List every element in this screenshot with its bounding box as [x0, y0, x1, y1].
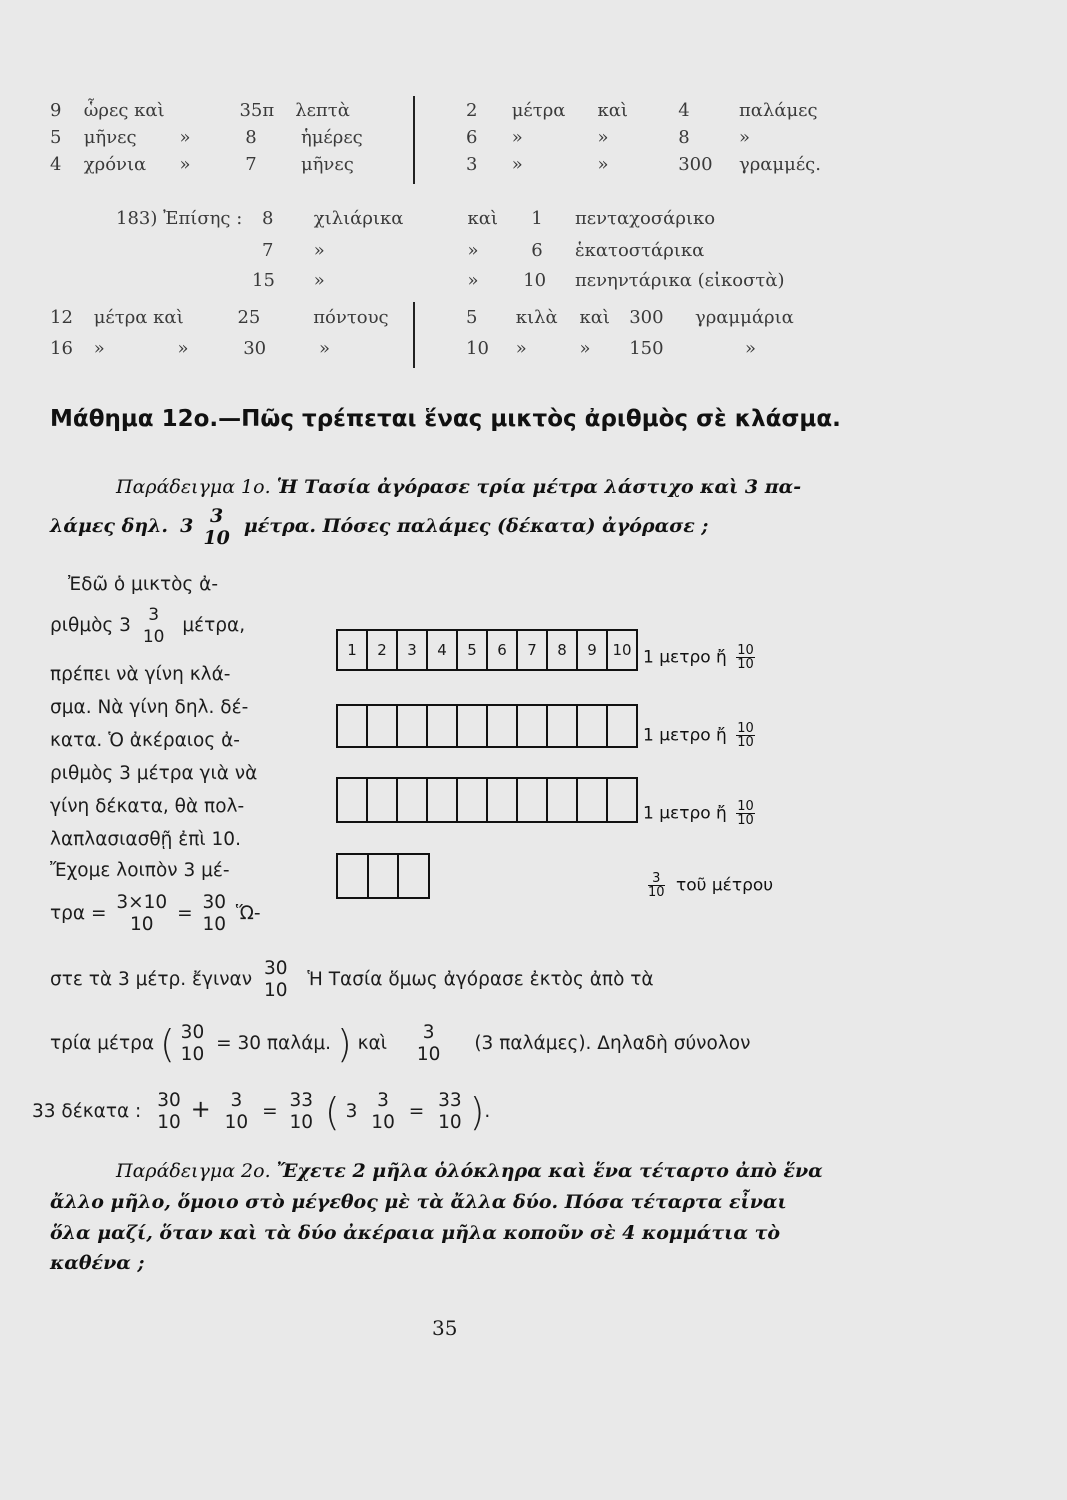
example1-den: 10: [203, 527, 230, 549]
bar-empty-2: [336, 777, 638, 823]
bar-cell-6: 6: [488, 631, 518, 669]
bar-2-fraction: $\frac{10}{10}$: [737, 721, 754, 750]
bar-cell-9: 9: [578, 631, 608, 669]
small-bar-fraction: $\frac{3}{10}$: [648, 871, 665, 900]
bar-cell-empty: [338, 779, 368, 821]
bar-cell-empty: [458, 779, 488, 821]
cont-l3-frac-4: 3 10: [371, 1090, 395, 1133]
bar-3-fraction: $\frac{10}{10}$: [737, 799, 754, 828]
table2-right-row-1: 5 κιλὰ καὶ 300 γραμμάρια: [466, 307, 794, 328]
bar-cell-empty: [399, 855, 428, 897]
bar-cell-empty: [458, 706, 488, 746]
cont-l3-frac-3: 33 10: [289, 1090, 314, 1133]
small-bar-label: $\frac{3}{10}$ τοῦ μέτρου: [648, 871, 774, 900]
bar-cell-empty: [428, 779, 458, 821]
expl-l2-fraction: 3 10: [142, 605, 165, 647]
cont-l3: 33 δέκατα : 30 10 + 3 10 = 33 10 ( 3 3 10 = 33 10 ).: [32, 1090, 491, 1134]
expl-l10-fraction-2: 30 10: [202, 892, 227, 935]
expl-l1: Ἐδῶ ὁ μικτὸς ἀ-: [68, 574, 219, 595]
example1-line-2: [50, 505, 708, 549]
example2-line-3: ὅλα μαζί, ὅταν καὶ τὰ δύο ἀκέραια μῆλα κοποῦν σὲ 4 κομμάτια τὸ: [50, 1222, 781, 1244]
table1-right-row-3: 3 » » 300 γραμμές.: [466, 154, 821, 175]
cont-l2-paren-fraction: 30 10: [180, 1022, 205, 1065]
bar-cell-1: 1: [338, 631, 368, 669]
bar-cell-empty: [488, 779, 518, 821]
bar-three-tenths: [336, 853, 430, 899]
example1-fraction: [203, 505, 229, 549]
example1-text-b-end: μέτρα. Πόσες παλάμες (δέκατα) ἀγόρασε ;: [243, 515, 709, 537]
example2-line-4: καθένα ;: [50, 1252, 145, 1274]
expl-l9: Ἔχομε λοιπὸν 3 μέ-: [50, 860, 230, 881]
example2-label: Παράδειγμα 2ο.: [116, 1160, 271, 1182]
table2-left-row-2: 16 » » 30 »: [50, 338, 330, 359]
bar-numbered: [336, 629, 638, 671]
bar-cell-empty: [398, 779, 428, 821]
cont-l3-frac-1: 30 10: [157, 1090, 181, 1133]
bar-2-label: 1 μετρο ἤ $\frac{10}{10}$: [643, 721, 754, 750]
bar-1-label: 1 μετρο ἤ $\frac{10}{10}$: [643, 643, 754, 672]
example1-num: 3: [209, 505, 224, 527]
bar-cell-empty: [338, 706, 368, 746]
item-183-row-2: 7 » » 6 ἑκατοστάρικα: [262, 240, 705, 261]
cont-l3-frac-2: 3 10: [224, 1090, 249, 1133]
expl-l3: πρέπει νὰ γίνη κλά-: [50, 664, 231, 685]
example1-line-1: [116, 476, 801, 498]
expl-l10-fraction-1: 3×10 10: [116, 892, 168, 935]
table1-left-row-3: 4 χρόνια » 7 μῆνες: [50, 154, 354, 175]
bar-cell-empty: [338, 855, 369, 897]
bar-cell-empty: [578, 706, 608, 746]
bar-1-fraction: $\frac{10}{10}$: [737, 643, 754, 672]
table2-divider: [413, 302, 415, 368]
table1-right-row-1: 2 μέτρα καὶ 4 παλάμες: [466, 100, 818, 121]
bar-cell-empty: [398, 706, 428, 746]
bar-cell-empty: [608, 706, 636, 746]
example2-line-1: [116, 1160, 823, 1182]
item-183-row-3: 15 » » 10 πενηντάρικα (εἰκοστὰ): [252, 270, 785, 291]
bar-cell-empty: [548, 706, 578, 746]
example1-text-a: Ἡ Τασία ἀγόρασε τρία μέτρα λάστιχο καὶ 3 πα-: [276, 476, 802, 498]
bar-cell-10: 10: [612, 641, 632, 659]
example1-label: Παράδειγμα 1ο.: [116, 476, 271, 498]
example2-text-1: Ἔχετε 2 μῆλα ὁλόκληρα καὶ ἕνα τέταρτο ἀπὸ ἕνα: [276, 1160, 823, 1182]
expl-l7: γίνη δέκατα, θὰ πολ-: [50, 796, 245, 817]
example1-whole: 3: [180, 515, 194, 537]
expl-l5: κατα. Ὁ ἀκέραιος ἀ-: [50, 730, 240, 751]
example1-text-b-start: λάμες δηλ.: [50, 515, 169, 537]
bar-cell-7: 7: [518, 631, 548, 669]
cont-l2-fraction: 3 10: [416, 1022, 441, 1065]
cont-l1: στε τὰ 3 μέτρ. ἔγιναν 30 10 Ἡ Τασία ὅμως ἀγόρασε ἐκτὸς ἀπὸ τὰ: [50, 958, 654, 1001]
lesson-heading: Μάθημα 12ο.—Πῶς τρέπεται ἕνας μικτὸς ἀριθμὸς σὲ κλάσμα.: [50, 406, 841, 432]
cont-l2: τρία μέτρα ( 30 10 = 30 παλάμ. ) καὶ 3 10 (3 παλάμες). Δηλαδὴ σύνολον: [50, 1022, 751, 1066]
bar-empty-1: [336, 704, 638, 748]
bar-cell-empty: [368, 779, 398, 821]
expl-l4: σμα. Νὰ γίνη δηλ. δέ-: [50, 697, 249, 718]
table1-right-row-2: 6 » » 8 »: [466, 127, 750, 148]
bar-cell-4: 4: [428, 631, 458, 669]
page-number: 35: [432, 1316, 458, 1340]
example2-line-2: ἄλλο μῆλο, ὅμοιο στὸ μέγεθος μὲ τὰ ἄλλα δύο. Πόσα τέταρτα εἶναι: [50, 1191, 787, 1213]
bar-cell-2: 2: [368, 631, 398, 669]
table1-left-row-1: 9 ὧρες καὶ 35π λεπτὰ: [50, 100, 350, 121]
bar-cell-empty: [369, 855, 400, 897]
bar-cell-empty: [518, 779, 548, 821]
table1-left-row-2: 5 μῆνες » 8 ἡμέρες: [50, 127, 363, 148]
bar-cell-empty: [608, 779, 636, 821]
cont-l3-frac-5: 33 10: [438, 1090, 462, 1133]
item-183-label: 183) Ἐπίσης :: [116, 208, 243, 229]
bar-cell-5: 5: [458, 631, 488, 669]
expl-l6: ριθμὸς 3 μέτρα γιὰ νὰ: [50, 763, 258, 784]
bar-cell-empty: [518, 706, 548, 746]
table1-divider: [413, 96, 415, 184]
cont-l1-fraction: 30 10: [263, 958, 288, 1001]
item-183-row-1: 8 χιλιάρικα καὶ 1 πενταχοσάρικο: [262, 208, 716, 229]
table2-right-row-2: 10 » » 150 »: [466, 338, 756, 359]
bar-cell-empty: [548, 779, 578, 821]
bar-cell-3: 3: [398, 631, 428, 669]
table2-left-row-1: 12 μέτρα καὶ 25 πόντους: [50, 307, 389, 328]
expl-l10: τρα = 3×10 10 = 30 10 Ὥ-: [50, 892, 261, 935]
bar-cell-empty: [368, 706, 398, 746]
bar-3-label: 1 μετρο ἤ $\frac{10}{10}$: [643, 799, 754, 828]
bar-cell-empty: [428, 706, 458, 746]
bar-cell-empty: [488, 706, 518, 746]
bar-cell-8: 8: [548, 631, 578, 669]
bar-cell-empty: [578, 779, 608, 821]
expl-l2: ριθμὸς 3 3 10 μέτρα,: [50, 605, 246, 647]
expl-l8: λαπλασιασθῇ ἐπὶ 10.: [50, 829, 241, 850]
